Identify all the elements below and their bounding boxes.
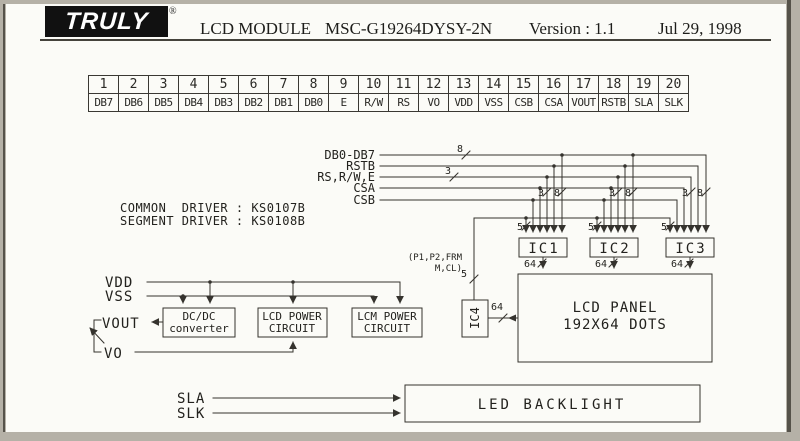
vo-label: VO (104, 346, 123, 362)
bus-width-64: 64 (490, 302, 504, 313)
slk-label: SLK (177, 406, 206, 422)
pin-number-cell: 18 (599, 76, 629, 94)
model-number: MSC-G19264DYSY-2N (325, 19, 493, 38)
bus-width-8: 8 (553, 188, 561, 199)
dcdc-line2: converter (169, 322, 229, 335)
pin-number-cell: 13 (449, 76, 479, 94)
bus-width-64: 64 (670, 259, 683, 270)
pin-label-cell: RS (389, 94, 419, 112)
lcd-panel-line2: 192X64 DOTS (563, 317, 667, 333)
ic1-label: IC1 (528, 241, 560, 257)
pin-number-cell: 14 (479, 76, 509, 94)
pin-number-cell: 4 (179, 76, 209, 94)
lcd-power-line1: LCD POWER (262, 310, 322, 323)
pin-label-cell: DB6 (119, 94, 149, 112)
lcm-power-line1: LCM POWER (357, 310, 417, 323)
vout-label: VOUT (102, 316, 140, 332)
bus-width-8: 8 (696, 188, 704, 199)
pin-number-cell: 9 (329, 76, 359, 94)
pin-number-cell: 5 (209, 76, 239, 94)
doc-type-title: LCD MODULE (200, 19, 311, 38)
version-label: Version : 1.1 (529, 19, 616, 38)
sla-label: SLA (177, 391, 206, 407)
dcdc-line1: DC/DC (182, 310, 216, 323)
pin-number-cell: 12 (419, 76, 449, 94)
signal-label-csa: CSA (353, 181, 375, 195)
pin-number-cell: 10 (359, 76, 389, 94)
pin-label-cell: DB0 (299, 94, 329, 112)
bus-width-3: 3 (681, 188, 689, 199)
pin-number-cell: 11 (389, 76, 419, 94)
segment-driver-note: SEGMENT DRIVER : KS0108B (120, 214, 306, 228)
bus-width-5: 5 (516, 222, 523, 233)
registered-trademark: ® (169, 6, 177, 17)
bus-width-5: 5 (660, 222, 667, 233)
date-label: Jul 29, 1998 (658, 19, 742, 38)
pin-label-cell: DB1 (269, 94, 299, 112)
pin-label-cell: DB4 (179, 94, 209, 112)
pin-number-cell: 2 (119, 76, 149, 94)
pin-label-cell: RSTB (599, 94, 629, 112)
pin-label-cell: DB2 (239, 94, 269, 112)
vss-label: VSS (105, 289, 134, 305)
pin-label-cell: SLA (629, 94, 659, 112)
pin-number-cell: 17 (569, 76, 599, 94)
pin-label-cell: R/W (359, 94, 389, 112)
ic2-label: IC2 (599, 241, 631, 257)
signal-label-rstb: RSTB (346, 159, 375, 173)
pin-number-cell: 8 (299, 76, 329, 94)
wiring-lines (90, 151, 710, 413)
bus-width-3: 3 (444, 166, 451, 177)
bus-width-8: 8 (456, 144, 463, 155)
pin-label-cell: SLK (659, 94, 689, 112)
pin-label-cell: DB5 (149, 94, 179, 112)
pin-label-cell: VO (419, 94, 449, 112)
pin-label-cell: DB7 (89, 94, 119, 112)
ic4-label: IC4 (468, 307, 482, 329)
bus-width-3: 3 (537, 188, 545, 199)
signal-label-csb: CSB (353, 193, 375, 207)
pin-number-cell: 16 (539, 76, 569, 94)
truly-logo-text: TRULY (63, 7, 150, 35)
pin-number-cell: 6 (239, 76, 269, 94)
pin-label-cell: E (329, 94, 359, 112)
pin-number-cell: 19 (629, 76, 659, 94)
common-driver-note: COMMON DRIVER : KS0107B (120, 201, 306, 215)
lcd-power-line2: CIRCUIT (268, 322, 316, 335)
lcm-power-line2: CIRCUIT (363, 322, 411, 335)
pin-number-cell: 15 (509, 76, 539, 94)
bus-width-64: 64 (594, 259, 607, 270)
pin-number-cell: 7 (269, 76, 299, 94)
pin-number-cell: 1 (89, 76, 119, 94)
pin-number-cell: 3 (149, 76, 179, 94)
pin-label-cell: DB3 (209, 94, 239, 112)
timing-signals-line2: M,CL) (434, 264, 462, 274)
pin-label-cell: CSA (539, 94, 569, 112)
ic3-label: IC3 (675, 241, 707, 257)
bus-width-3: 3 (608, 188, 616, 199)
vdd-label: VDD (105, 275, 134, 291)
bus-width-5: 5 (587, 222, 594, 233)
signal-label-rs-rw-e: RS,R/W,E (317, 170, 375, 184)
lcd-panel-line1: LCD PANEL (572, 300, 658, 316)
signal-label-db: DB0-DB7 (324, 148, 375, 162)
timing-signals-line1: (P1,P2,FRM (407, 253, 462, 263)
pin-label-cell: VDD (449, 94, 479, 112)
bus-width-8: 8 (624, 188, 632, 199)
pin-label-cell: CSB (509, 94, 539, 112)
led-backlight-label: LED BACKLIGHT (477, 397, 627, 413)
pin-label-cell: VOUT (569, 94, 599, 112)
pin-label-cell: VSS (479, 94, 509, 112)
pin-number-cell: 20 (659, 76, 689, 94)
bus-width-64: 64 (523, 259, 536, 270)
bus-width-5: 5 (460, 269, 467, 280)
